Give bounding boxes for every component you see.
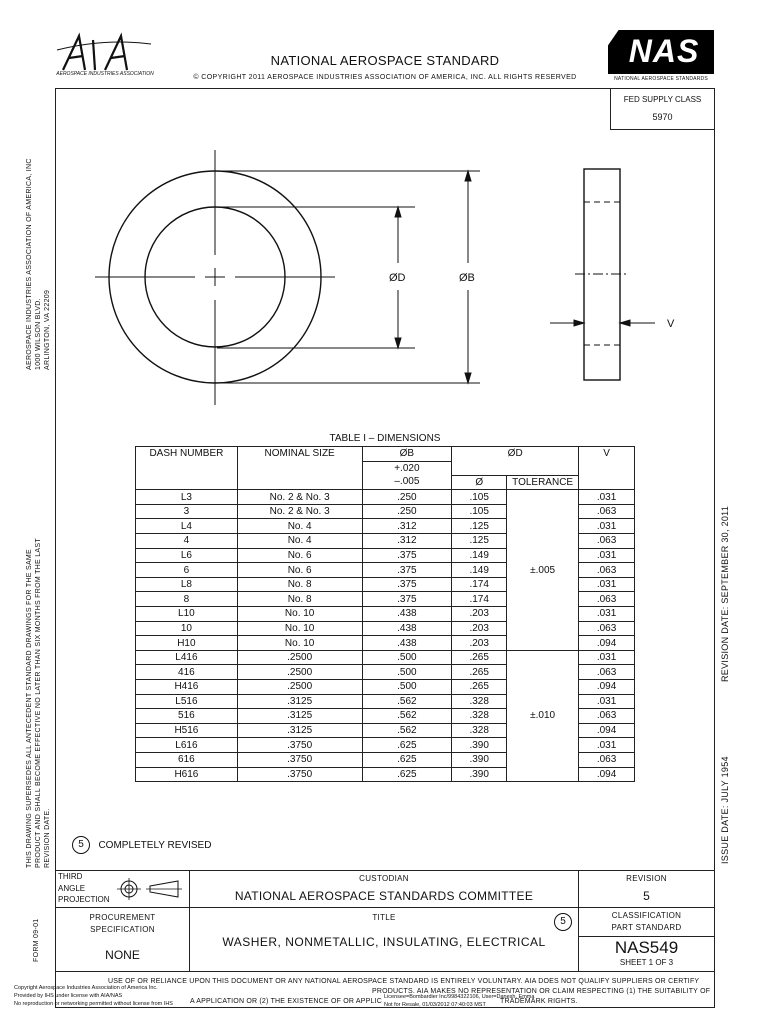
title-value: WASHER, NONMETALLIC, INSULATING, ELECTRICAL — [222, 935, 546, 949]
table-row — [136, 650, 635, 665]
cell-dash-number: L6 — [136, 548, 238, 563]
table-row — [136, 490, 635, 505]
revision-date: REVISION DATE: SEPTEMBER 30, 2011 — [720, 505, 730, 682]
sheet-number: SHEET 1 OF 3 — [619, 958, 674, 967]
form-number: FORM 09-01 — [33, 918, 40, 962]
cell-v: .031 — [579, 738, 635, 753]
watermark-1: Copyright Aerospace Industries Association of America Inc. — [14, 985, 158, 991]
cell-nominal-size: .3125 — [237, 709, 362, 724]
cell-dash-number: 4 — [136, 534, 238, 549]
cell-d: .203 — [452, 636, 507, 651]
cell-dash-number: 10 — [136, 621, 238, 636]
cell-nominal-size: No. 2 & No. 3 — [237, 490, 362, 505]
cell-nominal-size: .3125 — [237, 694, 362, 709]
cell-b: .562 — [362, 723, 452, 738]
cell-v: .063 — [579, 534, 635, 549]
fed-supply-label: FED SUPPLY CLASS — [623, 95, 702, 104]
disclaimer-line-3: A APPLICATION OR (2) THE EXISTENCE OF OR APPLIC — [190, 998, 382, 1005]
projection-line-3: PROJECTION — [58, 895, 110, 904]
cell-d: .203 — [452, 621, 507, 636]
cell-dash-number: H10 — [136, 636, 238, 651]
table-caption: TABLE I – DIMENSIONS — [329, 433, 441, 444]
cell-nominal-size: No. 8 — [237, 592, 362, 607]
table-header-row — [136, 447, 635, 462]
cell-d: .390 — [452, 752, 507, 767]
cell-dash-number: L516 — [136, 694, 238, 709]
cell-v: .031 — [579, 607, 635, 622]
cell-v: .031 — [579, 694, 635, 709]
cell-d: .149 — [452, 563, 507, 578]
cell-v: .094 — [579, 723, 635, 738]
table-group-2 — [136, 650, 635, 781]
aia-logo-subtitle: AEROSPACE INDUSTRIES ASSOCIATION — [56, 71, 154, 77]
cell-tolerance: ±.005 — [507, 490, 579, 651]
cell-d: .328 — [452, 709, 507, 724]
cell-b: .375 — [362, 548, 452, 563]
cell-b: .562 — [362, 694, 452, 709]
cell-dash-number: H616 — [136, 767, 238, 782]
cell-dash-number: 516 — [136, 709, 238, 724]
cell-nominal-size: No. 10 — [237, 636, 362, 651]
cell-d: .105 — [452, 504, 507, 519]
disclaimer-line-2: PRODUCTS. AIA MAKES NO REPRESENTATION OR CLAIM RESPECTING (1) THE SUITABILITY OF — [372, 988, 711, 995]
cell-nominal-size: No. 4 — [237, 519, 362, 534]
third-angle-projection-icon — [116, 878, 182, 900]
cell-v: .094 — [579, 680, 635, 695]
cell-nominal-size: .3750 — [237, 752, 362, 767]
cell-dash-number: 8 — [136, 592, 238, 607]
cell-v: .031 — [579, 650, 635, 665]
cell-b: .500 — [362, 680, 452, 695]
cell-dash-number: 3 — [136, 504, 238, 519]
cell-v: .094 — [579, 636, 635, 651]
cell-dash-number: L3 — [136, 490, 238, 505]
cell-nominal-size: No. 4 — [237, 534, 362, 549]
watermark-3: No reproduction or networking permitted without license from IHS — [14, 1001, 173, 1007]
cell-v: .063 — [579, 752, 635, 767]
address-line-2: 1000 WILSON BLVD. — [35, 298, 42, 370]
disclaimer-line-3b: TRADEMARK RIGHTS. — [500, 998, 578, 1005]
cell-b: .375 — [362, 563, 452, 578]
cell-dash-number: L416 — [136, 650, 238, 665]
cell-b: .625 — [362, 738, 452, 753]
cell-b: .562 — [362, 709, 452, 724]
dimensions-table — [135, 446, 635, 782]
projection-line-2: ANGLE — [58, 884, 86, 893]
cell-d: .328 — [452, 723, 507, 738]
address-line-1: AEROSPACE INDUSTRIES ASSOCIATION OF AMERICA, INC — [26, 158, 33, 370]
nas-logo-text: NAS — [628, 33, 700, 69]
cell-nominal-size: .3750 — [237, 738, 362, 753]
cell-b: .438 — [362, 621, 452, 636]
watermark-4: Licensee=Bombardier Inc/9984322106, User=Danesh, Emma — [384, 994, 535, 1000]
issue-date: ISSUE DATE: JULY 1954 — [720, 756, 730, 864]
part-number: NAS549 — [614, 938, 679, 957]
cell-d: .390 — [452, 738, 507, 753]
cell-v: .031 — [579, 490, 635, 505]
disclaimer-line-1: USE OF OR RELIANCE UPON THIS DOCUMENT OR ANY NATIONAL AEROSPACE STANDARD IS ENTIRELY VOLUNTARY. AIA DOES NOT QUALIFY SUPPLIERS OR CERTIFY — [108, 978, 700, 985]
header-v: V — [579, 447, 635, 490]
cell-nominal-size: No. 2 & No. 3 — [237, 504, 362, 519]
supersede-line-3: REVISION DATE. — [44, 808, 51, 868]
cell-nominal-size: .3125 — [237, 723, 362, 738]
cell-v: .031 — [579, 577, 635, 592]
cell-nominal-size: .3750 — [237, 767, 362, 782]
cell-nominal-size: No. 10 — [237, 607, 362, 622]
aia-logo-graphic — [55, 30, 155, 86]
cell-b: .625 — [362, 767, 452, 782]
cell-d: .203 — [452, 607, 507, 622]
revision-marker: 5 — [72, 836, 90, 854]
header-b-tol-minus: –.005 — [362, 475, 452, 490]
revision-label: REVISION — [626, 874, 667, 883]
copyright-notice: © COPYRIGHT 2011 AEROSPACE INDUSTRIES ASSOCIATION OF AMERICA, INC. ALL RIGHTS RESERVED — [193, 74, 577, 81]
nas-logo — [608, 30, 714, 85]
fed-supply-value: 5970 — [652, 112, 673, 122]
supersede-line-1: THIS DRAWING SUPERSEDES ALL ANTECEDENT STANDARD DRAWINGS FOR THE SAME — [26, 548, 33, 868]
watermark-2: Provided by IHS under license with AIA/NAS — [14, 993, 123, 999]
header-dash-number: DASH NUMBER — [136, 447, 238, 490]
washer-drawing — [55, 140, 715, 420]
procurement-label-2: SPECIFICATION — [90, 925, 155, 934]
cell-d: .174 — [452, 592, 507, 607]
cell-d: .149 — [452, 548, 507, 563]
table-group-1 — [136, 490, 635, 651]
label-b: ØB — [459, 272, 475, 284]
cell-d: .328 — [452, 694, 507, 709]
centerlines — [95, 150, 335, 405]
address-line-3: ARLINGTON, VA 22209 — [44, 289, 51, 370]
cell-b: .438 — [362, 636, 452, 651]
cell-b: .312 — [362, 534, 452, 549]
revision-note — [72, 836, 211, 856]
custodian-label: CUSTODIAN — [359, 874, 409, 883]
cell-v: .063 — [579, 563, 635, 578]
title-label: TITLE — [372, 913, 396, 922]
header-nominal-size: NOMINAL SIZE — [237, 447, 362, 490]
cell-v: .063 — [579, 709, 635, 724]
header-b: ØB — [362, 447, 452, 462]
cell-d: .105 — [452, 490, 507, 505]
cell-d: .265 — [452, 665, 507, 680]
dimension-v — [550, 320, 655, 326]
cell-b: .500 — [362, 650, 452, 665]
header-tolerance: TOLERANCE — [507, 475, 579, 490]
cell-dash-number: 416 — [136, 665, 238, 680]
label-d: ØD — [389, 272, 406, 284]
cell-b: .375 — [362, 577, 452, 592]
fed-supply-class-box — [610, 88, 715, 130]
cell-dash-number: L616 — [136, 738, 238, 753]
cell-d: .265 — [452, 650, 507, 665]
cell-dash-number: 616 — [136, 752, 238, 767]
procurement-label-1: PROCUREMENT — [89, 913, 156, 922]
classification-value: PART STANDARD — [611, 923, 682, 932]
cell-v: .031 — [579, 519, 635, 534]
cell-nominal-size: .2500 — [237, 680, 362, 695]
cell-nominal-size: No. 10 — [237, 621, 362, 636]
cell-dash-number: L8 — [136, 577, 238, 592]
classification-label: CLASSIFICATION — [611, 911, 682, 920]
cell-d: .174 — [452, 577, 507, 592]
cell-b: .375 — [362, 592, 452, 607]
cell-dash-number: L10 — [136, 607, 238, 622]
header-b-tol-plus: +.020 — [362, 461, 452, 475]
cell-b: .625 — [362, 752, 452, 767]
cell-dash-number: H416 — [136, 680, 238, 695]
header-d: ØD — [452, 447, 579, 476]
cell-d: .390 — [452, 767, 507, 782]
cell-nominal-size: No. 8 — [237, 577, 362, 592]
cell-d: .125 — [452, 534, 507, 549]
document-title: NATIONAL AEROSPACE STANDARD — [270, 53, 500, 68]
cell-v: .031 — [579, 548, 635, 563]
cell-tolerance: ±.010 — [507, 650, 579, 781]
label-v: V — [667, 318, 675, 330]
cell-b: .438 — [362, 607, 452, 622]
projection-line-1: THIRD — [58, 872, 83, 881]
cell-nominal-size: No. 6 — [237, 548, 362, 563]
cell-b: .312 — [362, 519, 452, 534]
cell-d: .125 — [452, 519, 507, 534]
procurement-value: NONE — [105, 948, 140, 962]
cell-v: .094 — [579, 767, 635, 782]
cell-dash-number: L4 — [136, 519, 238, 534]
cell-b: .250 — [362, 504, 452, 519]
supersede-line-2: PRODUCT AND SHALL BECOME EFFECTIVE NO LATER THAN SIX MONTHS FROM THE LAST — [35, 538, 42, 868]
cell-dash-number: H516 — [136, 723, 238, 738]
cell-b: .500 — [362, 665, 452, 680]
cell-v: .063 — [579, 621, 635, 636]
watermark-5: Not for Resale, 01/03/2012 07:40:03 MST — [384, 1002, 486, 1008]
header-d-diameter: Ø — [452, 475, 507, 490]
cell-nominal-size: No. 6 — [237, 563, 362, 578]
cell-d: .265 — [452, 680, 507, 695]
nas-logo-subtitle: NATIONAL AEROSPACE STANDARDS — [614, 76, 708, 82]
cell-b: .250 — [362, 490, 452, 505]
custodian-value: NATIONAL AEROSPACE STANDARDS COMMITTEE — [234, 889, 534, 903]
cell-v: .063 — [579, 592, 635, 607]
cell-nominal-size: .2500 — [237, 665, 362, 680]
cell-dash-number: 6 — [136, 563, 238, 578]
title-revision-marker: 5 — [554, 913, 572, 931]
revision-value: 5 — [643, 889, 650, 903]
cell-v: .063 — [579, 665, 635, 680]
aia-logo — [55, 30, 155, 86]
cell-nominal-size: .2500 — [237, 650, 362, 665]
cell-v: .063 — [579, 504, 635, 519]
revision-note-text: COMPLETELY REVISED — [98, 839, 212, 851]
